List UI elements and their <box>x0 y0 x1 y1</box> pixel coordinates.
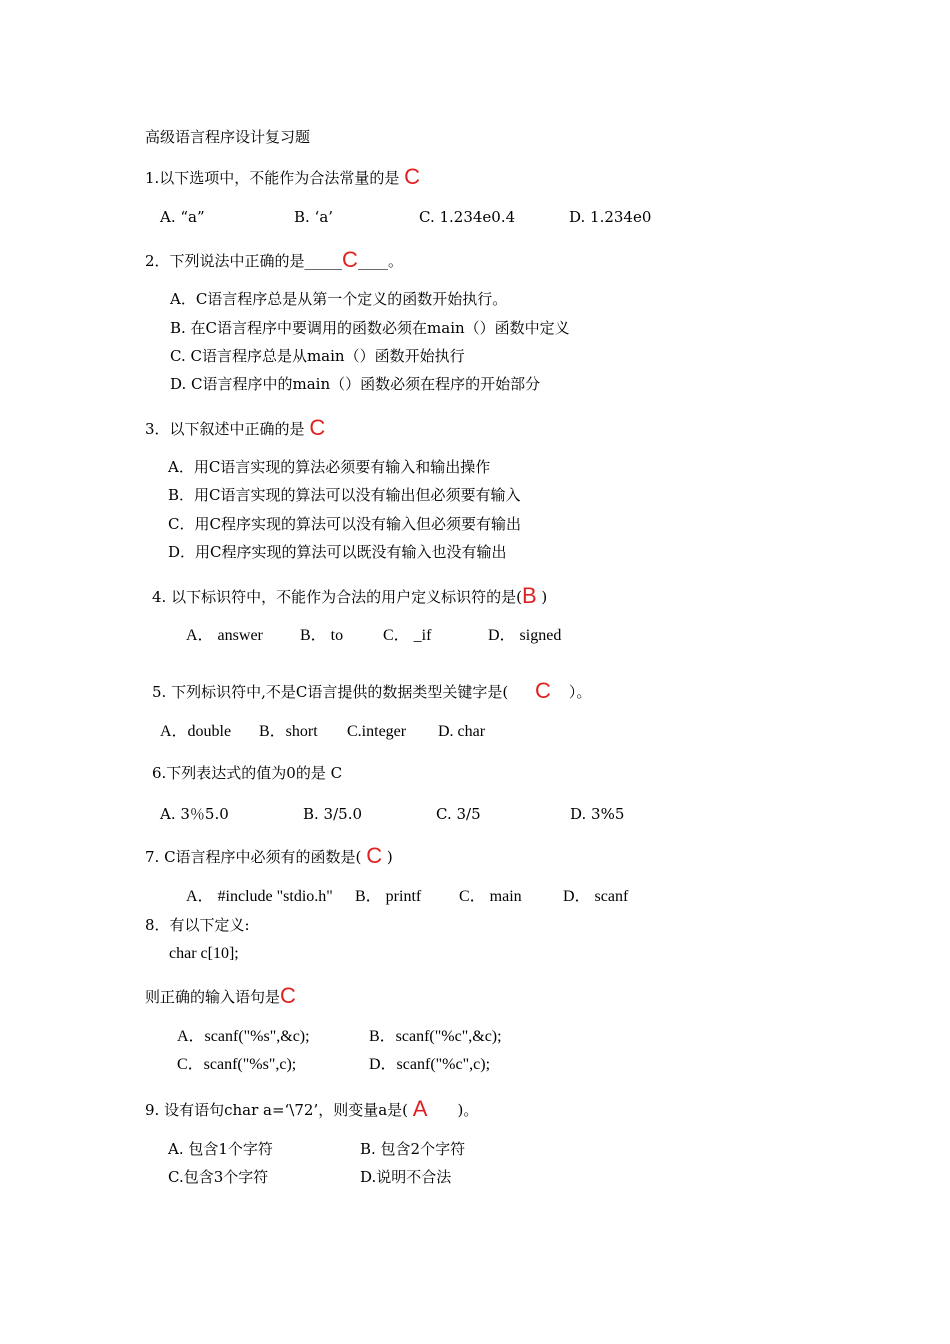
question-6-option-d: D. 3%5 <box>570 805 625 823</box>
question-6-option-c: C. 3/5 <box>436 805 481 823</box>
question-9-option-a: A. 包含1个字符 <box>168 1140 273 1158</box>
question-7-option-d: D． scanf <box>563 888 629 905</box>
question-7-option-c: C． main <box>459 888 522 905</box>
question-4-option-c: C． _if <box>383 627 432 644</box>
question-8 <box>145 983 296 1008</box>
question-9-option-c: C.包含3个字符 <box>168 1168 269 1186</box>
question-2-option-d: D. C语言程序中的main（）函数必须在程序的开始部分 <box>170 375 541 393</box>
question-6-stem: 6.下列表达式的值为0的是 C <box>152 764 343 782</box>
question-3-answer: C <box>309 415 326 440</box>
question-1-answer: C <box>404 164 420 189</box>
question-5 <box>152 678 592 703</box>
question-4-option-d: D． signed <box>488 627 562 644</box>
question-4-stem-end: ) <box>541 588 548 606</box>
question-6-option-a: A. 3％5.0 <box>160 805 229 823</box>
question-8-code: char c[10]; <box>169 945 239 962</box>
question-2-stem-end: ____。 <box>357 252 403 270</box>
question-8-stem: 8．有以下定义: <box>145 916 250 934</box>
question-4-answer: B <box>521 583 537 608</box>
question-5-option-d: D. char <box>438 723 486 740</box>
question-5-stem-end: ）。 <box>568 683 592 701</box>
question-9-stem: 9. 设有语句char a=‘\72’，则变量a是( <box>145 1101 409 1119</box>
question-1-option-c: C. 1.234e0.4 <box>419 208 516 226</box>
question-3 <box>145 415 326 440</box>
question-3-option-d: D．用C程序实现的算法可以既没有输入也没有输出 <box>168 543 507 561</box>
question-7-option-b: B． printf <box>355 888 422 905</box>
question-2 <box>145 247 403 272</box>
question-4-option-b: B． to <box>300 627 344 644</box>
question-1-option-b: B. ‘a’ <box>294 208 334 226</box>
question-1 <box>145 164 420 189</box>
question-5-option-a: A．double <box>160 723 232 740</box>
question-1-option-a: A. “a” <box>160 208 205 226</box>
question-3-option-c: C．用C程序实现的算法可以没有输入但必须要有输出 <box>168 515 521 533</box>
question-2-option-b: B. 在C语言程序中要调用的函数必须在main（）函数中定义 <box>170 319 570 337</box>
question-9-stem-end: )。 <box>457 1101 479 1119</box>
question-2-answer: C <box>342 247 358 272</box>
question-2-option-c: C. C语言程序总是从main（）函数开始执行 <box>170 347 465 365</box>
document-title: 高级语言程序设计复习题 <box>145 128 311 146</box>
question-7-answer: C <box>366 843 383 868</box>
question-1-stem: 1.以下选项中，不能作为合法常量的是 <box>145 169 400 187</box>
question-4-option-a: A． answer <box>186 627 263 644</box>
question-4 <box>152 583 548 608</box>
question-2-option-a: A．C语言程序总是从第一个定义的函数开始执行。 <box>170 290 508 308</box>
question-5-answer: C <box>534 678 551 703</box>
question-8-stem-2: 则正确的输入语句是 <box>145 988 281 1006</box>
question-7-stem: 7. C语言程序中必须有的函数是( <box>145 848 362 866</box>
question-8-option-b: B．scanf("%c",&c); <box>369 1028 502 1045</box>
question-2-stem: 2．下列说法中正确的是_____ <box>145 252 343 270</box>
question-1-option-d: D. 1.234e0 <box>569 208 652 226</box>
question-5-option-b: B．short <box>259 723 318 740</box>
question-5-stem: 5. 下列标识符中,不是C语言提供的数据类型关键字是( <box>152 683 509 701</box>
question-5-option-c: C.integer <box>347 723 407 740</box>
question-4-stem: 4. 以下标识符中，不能作为合法的用户定义标识符的是( <box>152 588 522 606</box>
question-9-option-d: D.说明不合法 <box>360 1168 452 1186</box>
question-6-option-b: B. 3/5.0 <box>303 805 363 823</box>
question-7 <box>145 843 393 868</box>
question-8-option-c: C．scanf("%s",c); <box>177 1056 297 1073</box>
question-9 <box>145 1096 479 1121</box>
question-7-option-a: A． #include "stdio.h" <box>186 888 333 905</box>
question-8-answer: C <box>280 983 296 1008</box>
question-8-option-d: D．scanf("%c",c); <box>369 1056 491 1073</box>
question-3-stem: 3．以下叙述中正确的是 <box>145 420 305 438</box>
question-9-answer: A <box>412 1096 428 1121</box>
question-9-option-b: B. 包含2个字符 <box>360 1140 466 1158</box>
question-3-option-b: B．用C语言实现的算法可以没有输出但必须要有输入 <box>168 486 521 504</box>
question-3-option-a: A．用C语言实现的算法必须要有输入和输出操作 <box>168 458 491 476</box>
question-8-option-a: A．scanf("%s",&c); <box>177 1028 310 1045</box>
question-7-stem-end: ) <box>386 848 393 866</box>
